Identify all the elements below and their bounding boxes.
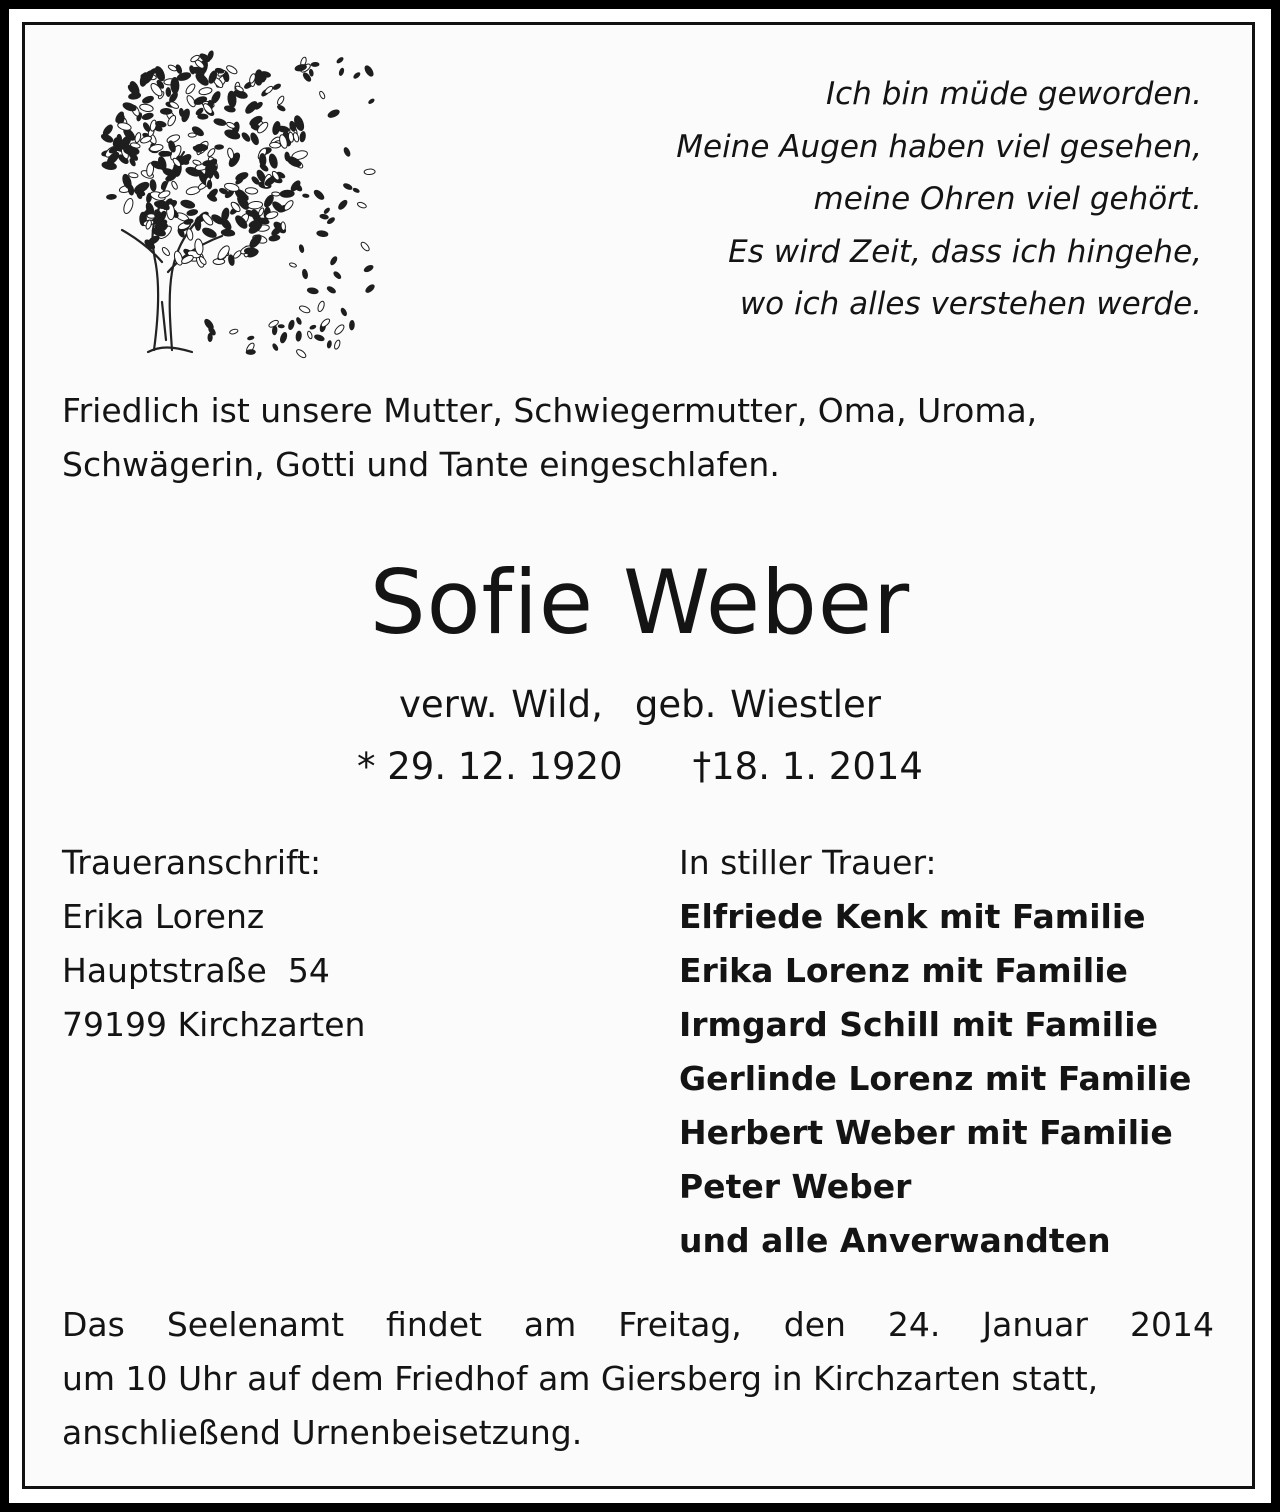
poem (582, 68, 1202, 331)
poem-line: Es wird Zeit, dass ich hingehe, (728, 233, 1202, 270)
deceased-name: Sofie Weber (369, 551, 911, 654)
address-line: Hauptstraße 54 (62, 951, 330, 990)
intro-text (62, 384, 1212, 492)
widowed-name: verw. Wild, (399, 683, 603, 726)
service-word: Das (62, 1305, 125, 1344)
service-word: 24. (887, 1305, 941, 1344)
poem-line: Ich bin müde geworden. (826, 76, 1202, 112)
service-word: 2014 (1129, 1305, 1214, 1344)
service-word: Freitag, (618, 1305, 742, 1344)
intro-line: Friedlich ist unsere Mutter, Schwiegermutter, Oma, Uroma, (62, 391, 1038, 430)
tree-in-wind-icon (92, 40, 382, 365)
mourner-name: Gerlinde Lorenz mit Familie (679, 1059, 1192, 1098)
mourner-name: und alle Anverwandten (679, 1221, 1111, 1260)
mourner-name: Irmgard Schill mit Familie (679, 1005, 1158, 1044)
mourner-name: Erika Lorenz mit Familie (679, 951, 1128, 990)
poem-line: wo ich alles verstehen werde. (739, 286, 1202, 322)
service-word: Januar (982, 1305, 1088, 1344)
address-line: 79199 Kirchzarten (62, 1005, 366, 1044)
life-dates (0, 740, 1280, 794)
service-line: anschließend Urnenbeisetzung. (62, 1413, 583, 1452)
address-line: Erika Lorenz (62, 897, 265, 936)
intro-line: Schwägerin, Gotti und Tante eingeschlafen. (62, 445, 780, 484)
name-details (0, 678, 1280, 732)
mourner-name: Elfriede Kenk mit Familie (679, 897, 1146, 936)
service-line (62, 1298, 1214, 1352)
death-date: †18. 1. 2014 (692, 745, 923, 788)
service-line: um 10 Uhr auf dem Friedhof am Giersberg in Kirchzarten statt, (62, 1359, 1099, 1398)
service-word: Seelenamt (166, 1305, 345, 1344)
mourning-address (62, 836, 562, 1052)
service-announcement (62, 1298, 1214, 1460)
service-word: am (523, 1305, 577, 1344)
mourners-list (679, 836, 1239, 1268)
poem-line: meine Ohren viel gehört. (813, 181, 1202, 217)
service-word: findet (386, 1305, 482, 1344)
birth-date: * 29. 12. 1920 (357, 745, 623, 788)
address-heading: Traueranschrift: (62, 843, 322, 882)
mourner-name: Herbert Weber mit Familie (679, 1113, 1173, 1152)
poem-line: Meine Augen haben viel gesehen, (676, 128, 1202, 165)
birth-name: geb. Wiestler (634, 683, 881, 726)
service-word: den (783, 1305, 846, 1344)
mourner-name: Peter Weber (679, 1167, 912, 1206)
mourners-heading: In stiller Trauer: (679, 843, 937, 882)
